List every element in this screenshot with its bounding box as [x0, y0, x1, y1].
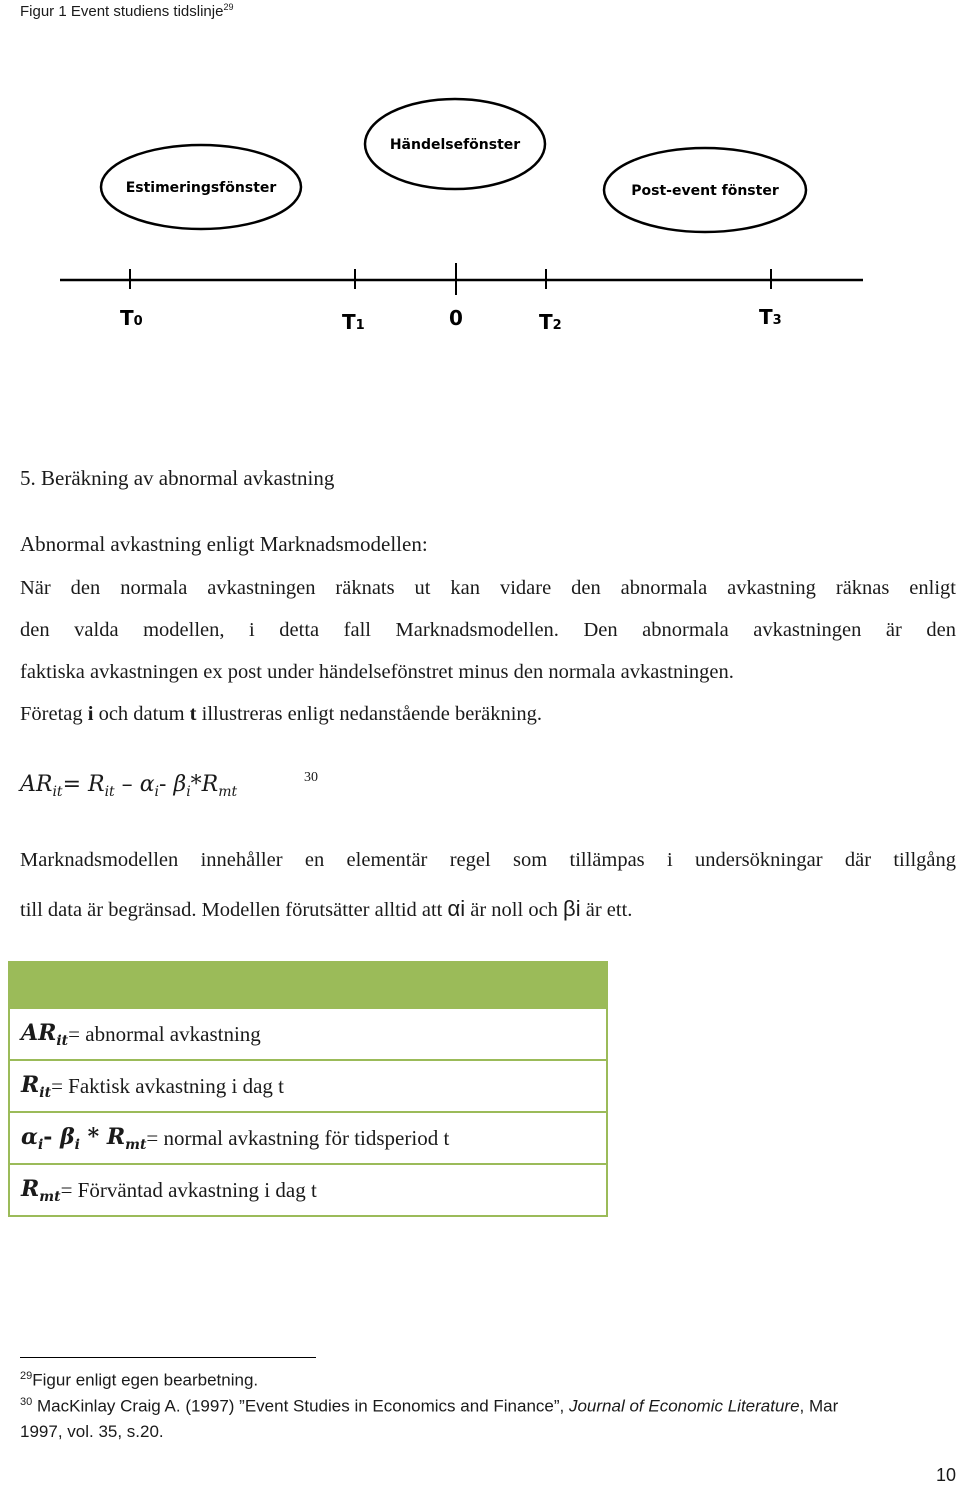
- alpha-i-symbol: αi: [447, 896, 466, 921]
- event-study-timeline: [40, 80, 890, 360]
- journal-title: Journal of Economic Literature: [568, 1396, 800, 1416]
- definition-row-r: $R_{it}$ = Faktisk avkastning i dag t: [10, 1059, 606, 1111]
- tick-label-t0: T0: [120, 306, 143, 330]
- paragraph2-line1: Marknadsmodellen innehåller en elementär regel som tillämpas i undersökningar där tillgång: [20, 849, 956, 871]
- tick-label-t3: T3: [759, 305, 782, 329]
- section-heading: 5. Beräkning av abnormal avkastning: [20, 466, 335, 490]
- beta-i-symbol: βi: [563, 896, 581, 921]
- definition-row-rm: $R_{mt}$ = Förväntad avkastning i dag t: [10, 1163, 606, 1215]
- definitions-table-header: [10, 963, 606, 1007]
- figure-caption-text: Figur 1 Event studiens tidslinje: [20, 3, 224, 20]
- footnote-30-line2: 1997, vol. 35, s.20.: [20, 1422, 164, 1441]
- paragraph2-line2: till data är begränsad. Modellen förutsätter alltid att αi är noll och βi är ett.: [20, 896, 633, 921]
- figure-caption-footnote-ref: 29: [223, 2, 234, 12]
- date-symbol: t: [189, 703, 197, 725]
- paragraph1-line4: Företag i och datum t illustreras enligt nedanstående beräkning.: [20, 703, 543, 725]
- tick-label-t1: T1: [342, 310, 365, 334]
- tick-label-t2: T2: [539, 310, 562, 334]
- figure-caption: [20, 2, 233, 20]
- footnote-30: $^{30}$ MacKinlay Craig A. (1997) ”Event Studies in Economics and Finance”, Journal of Economic Literature, Mar: [20, 1396, 839, 1416]
- paragraph1-line1: När den normala avkastningen räknats ut kan vidare den abnormala avkastning räknas enligt: [20, 577, 956, 599]
- paragraph1-line2: den valda modellen, i detta fall Marknadsmodellen. Den abnormala avkastningen är den: [20, 619, 956, 641]
- estimation-window-label: Estimeringsfönster: [125, 180, 277, 196]
- definitions-table: [8, 961, 608, 1217]
- footnote-29: $^{29}$Figur enligt egen bearbetning.: [20, 1370, 259, 1390]
- footnote-separator: [20, 1357, 316, 1358]
- definition-row-ar: $AR_{it}$ = abnormal avkastning: [10, 1007, 606, 1059]
- definition-row-normal-return: $\alpha_i-$ $\beta_i * R_{mt}$ = normal avkastning för tidsperiod t: [10, 1111, 606, 1163]
- abnormal-return-formula: $AR_{it}= R_{it} - \alpha_i-$ $\beta_i*R_{mt}$: [20, 772, 238, 800]
- paragraph1-line3: faktiska avkastningen ex post under händelsefönstret minus den normala avkastningen.: [20, 661, 734, 683]
- page-number: 10: [935, 1465, 956, 1485]
- event-window-label: Händelsefönster: [389, 137, 521, 153]
- post-event-window-label: Post-event fönster: [631, 183, 779, 199]
- company-symbol: i: [87, 703, 94, 725]
- formula-footnote-ref: 30: [304, 770, 318, 785]
- section-intro-label: Abnormal avkastning enligt Marknadsmodellen:: [20, 532, 428, 556]
- tick-label-zero: 0: [449, 306, 463, 330]
